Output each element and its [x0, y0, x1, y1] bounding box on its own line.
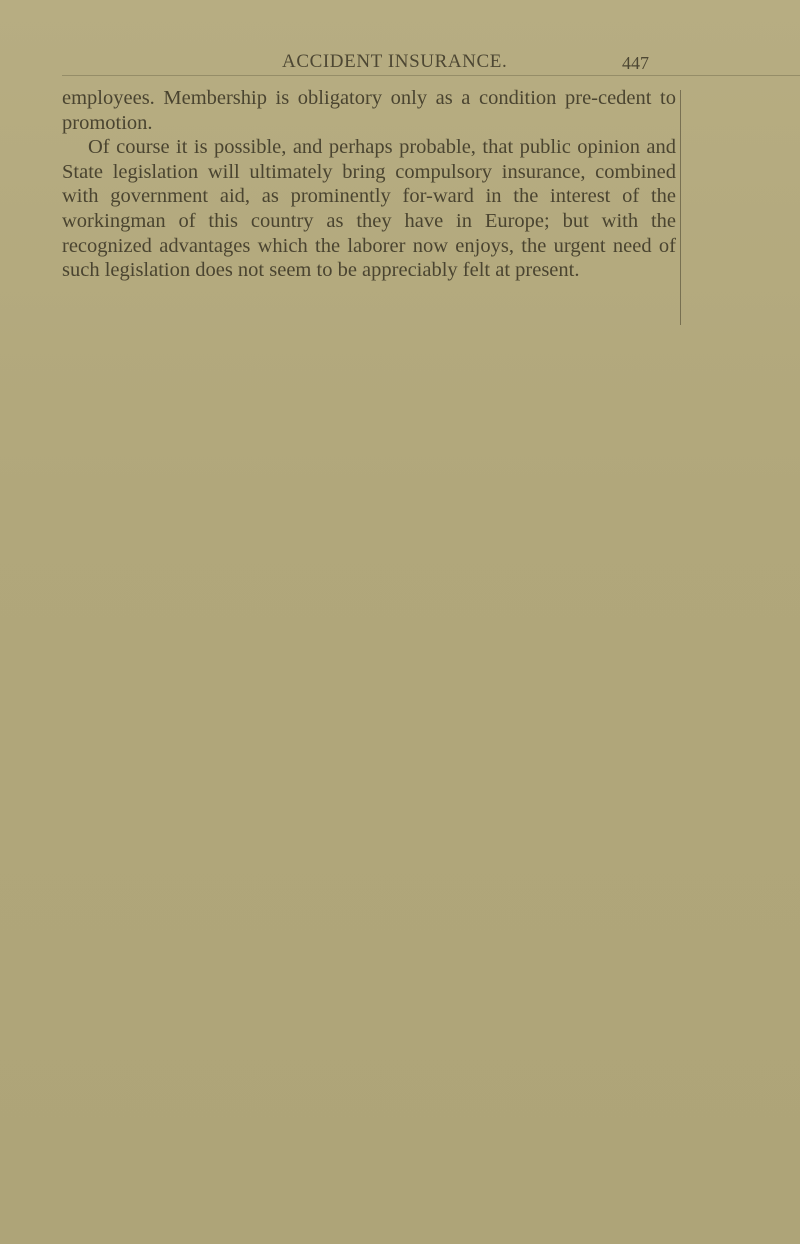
running-head: ACCIDENT INSURANCE. — [282, 51, 508, 72]
body-text — [62, 86, 676, 283]
paragraph: Of course it is possible, and perhaps probable, that public opinion and State legislation will ultimately bring compulsory insurance, combined with government aid, as prominently for-ward in the interest of the workingman of this country as they have in Europe; but with the recognized advantages which the laborer now enjoys, the urgent need of such legislation does not seem to be appreciably felt at present. — [62, 136, 676, 282]
paragraph-continuation: employees. Membership is obligatory only as a condition pre-cedent to promotion. — [62, 87, 676, 134]
header-rule — [62, 75, 800, 76]
page-header — [0, 50, 800, 78]
page-edge-line — [680, 90, 681, 325]
page-number: 447 — [622, 53, 649, 73]
